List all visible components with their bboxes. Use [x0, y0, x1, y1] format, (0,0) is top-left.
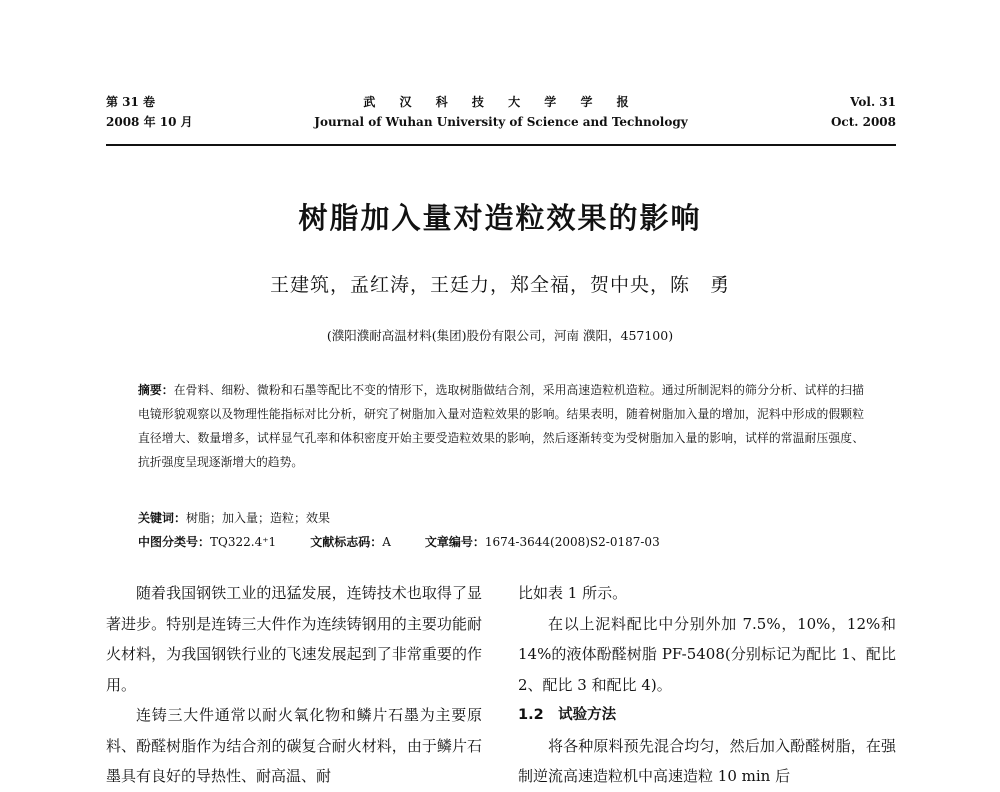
body-paragraph: 将各种原料预先混合均匀，然后加入酚醛树脂，在强制逆流高速造粒机中高速造粒 10 min 后	[518, 736, 896, 785]
article-number-label: 文章编号：	[424, 535, 485, 549]
keywords-line	[138, 506, 330, 530]
article-number-value: 1674-3644(2008)S2-0187-03	[484, 535, 660, 549]
header-date-en: Oct. 2008	[830, 115, 896, 129]
header-volume: 第 31 卷	[106, 95, 156, 109]
article-authors: 王建筑，孟红涛，王廷力，郑全福，贺中央，陈 勇	[269, 274, 730, 296]
header-center	[106, 92, 896, 132]
header-journal-en: Journal of Wuhan University of Science and Technology	[314, 115, 688, 129]
header-rule	[106, 144, 896, 146]
keywords-text: 树脂；加入量；造粒；效果	[186, 511, 331, 525]
body-paragraph: 连铸三大件通常以耐火氧化物和鳞片石墨为主要原料、酚醛树脂作为结合剂的碳复合耐火材料，由于鳞片石墨具有良好的导热性、耐高温、耐	[106, 706, 482, 785]
body-column-left	[106, 578, 482, 792]
body-column-right	[518, 578, 896, 792]
doc-code-value: A	[382, 535, 391, 549]
header-journal-cn: 武 汉 科 技 大 学 学 报	[363, 95, 639, 109]
abstract-text: 在骨料、细粉、微粉和石墨等配比不变的情形下，选取树脂做结合剂，采用高速造粒机造粒。通过所制泥料的筛分分析、试样的扫描电镜形貌观察以及物理性能指标对比分析，研究了树脂加入量对造粒效果的影响。结果表明，随着树脂加入量的增加，泥料中形成的假颗粒直径增大、数量增多，试样显气孔率和体积密度开始主要受造粒效果的影响，然后逐渐转变为受树脂加入量的影响，试样的常温耐压强度、抗折强度呈现逐渐增大的趋势。	[138, 383, 864, 469]
clc-value: TQ322.4⁺1	[210, 535, 277, 549]
clc-label: 中图分类号：	[138, 535, 211, 549]
body-paragraph: 比如表 1 所示。	[518, 584, 628, 602]
abstract-block	[138, 378, 864, 474]
section-heading: 1.2 试验方法	[518, 707, 617, 723]
classification-line	[138, 530, 660, 554]
doc-code-label: 文献标志码：	[310, 535, 383, 549]
header-right	[831, 92, 896, 132]
article-affiliation: (濮阳濮耐高温材料(集团)股份有限公司，河南 濮阳，457100)	[326, 328, 674, 343]
body-paragraph: 随着我国钢铁工业的迅猛发展，连铸技术也取得了显著进步。特别是连铸三大件作为连续铸钢用的主要功能耐火材料，为我国钢铁行业的飞速发展起到了非常重要的作用。	[106, 584, 482, 694]
header-vol-en: Vol. 31	[850, 95, 896, 109]
running-header	[106, 92, 896, 132]
abstract-label: 摘要：	[138, 383, 174, 397]
header-date: 2008 年 10 月	[106, 115, 193, 129]
article-title: 树脂加入量对造粒效果的影响	[298, 201, 702, 235]
keywords-label: 关键词：	[138, 511, 187, 525]
body-paragraph: 在以上泥料配比中分别外加 7.5%，10%，12%和 14%的液体酚醛树脂 PF-5408(分别标记为配比 1、配比 2、配比 3 和配比 4)。	[518, 614, 896, 694]
